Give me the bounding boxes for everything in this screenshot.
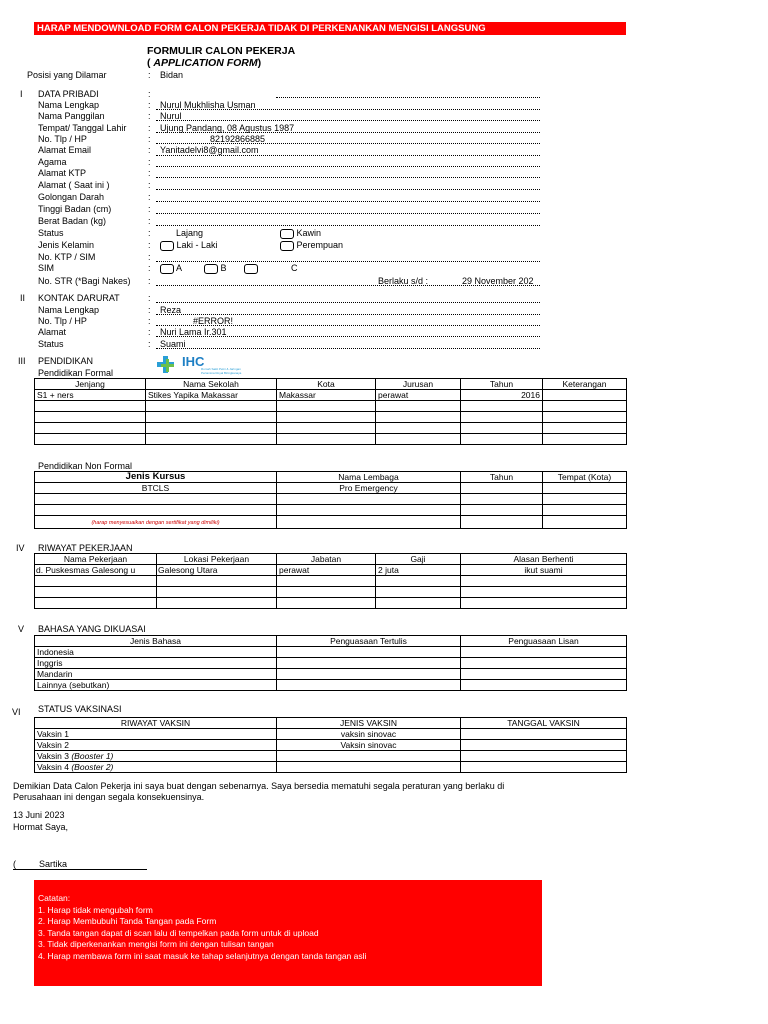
table-cell[interactable]: 2 juta	[376, 565, 461, 576]
table-cell[interactable]: BTCLS	[35, 483, 277, 494]
section-title: BAHASA YANG DIKUASAI	[38, 624, 146, 634]
column-header: RIWAYAT VAKSIN	[35, 718, 277, 729]
table-cell[interactable]	[35, 576, 157, 587]
table-cell[interactable]	[35, 434, 146, 445]
table-cell[interactable]	[277, 494, 461, 505]
field-label: Alamat	[38, 327, 67, 337]
table-cell: Vaksin 3 (Booster 1)	[35, 751, 277, 762]
table-cell[interactable]	[461, 494, 543, 505]
table-cell[interactable]: perawat	[277, 565, 376, 576]
full-name-value[interactable]: Nurul Mukhlisha Usman	[160, 100, 256, 110]
table-cell[interactable]	[543, 401, 627, 412]
emergency-name-value[interactable]: Reza	[160, 305, 182, 315]
table-cell[interactable]	[277, 423, 376, 434]
field-label: No. Tlp / HP	[38, 134, 87, 144]
column-header: Tahun	[461, 472, 543, 483]
table-cell[interactable]	[277, 598, 376, 609]
section-title: PENDIDIKAN	[38, 356, 94, 366]
table-cell[interactable]	[543, 390, 627, 401]
sim-option-b[interactable]: B	[204, 263, 227, 274]
table-cell[interactable]	[461, 762, 627, 773]
field-label: Alamat KTP	[38, 168, 87, 178]
column-header: Jenjang	[35, 379, 146, 390]
note-item: 3. Tidak diperkenankan mengisi form ini dengan tulisan tangan	[38, 939, 274, 949]
sim-option-c[interactable]	[244, 263, 258, 274]
section-title: RIWAYAT PEKERJAAN	[38, 543, 133, 553]
dotted-line	[156, 155, 540, 156]
column-header: Jenis Bahasa	[35, 636, 277, 647]
column-header: Tahun	[461, 379, 543, 390]
section-title: KONTAK DARURAT	[38, 293, 120, 303]
table-cell[interactable]	[277, 576, 376, 587]
colon: :	[148, 252, 151, 262]
table-cell[interactable]	[543, 412, 627, 423]
note-item: 4. Harap membawa form ini saat masuk ke tahap selanjutnya dengan tanda tangan asli	[38, 950, 367, 961]
table-cell[interactable]	[277, 680, 461, 691]
table-cell[interactable]	[461, 412, 543, 423]
table-cell[interactable]	[543, 434, 627, 445]
colon: :	[148, 192, 151, 202]
column-header: Nama Lembaga	[277, 472, 461, 483]
emergency-status-value[interactable]: Suami	[160, 339, 186, 349]
table-cell[interactable]	[376, 598, 461, 609]
table-cell: Vaksin 1	[35, 729, 277, 740]
signature-open-paren: (	[13, 859, 16, 869]
table-row	[35, 412, 627, 423]
table-cell[interactable]	[461, 751, 627, 762]
declaration-line: Perusahaan ini dengan segala konsekuensinya.	[13, 792, 205, 802]
table-row	[35, 494, 627, 505]
dotted-line	[156, 177, 540, 178]
table-cell[interactable]	[376, 576, 461, 587]
table-cell[interactable]	[461, 434, 543, 445]
colon: :	[148, 327, 151, 337]
column-header: TANGGAL VAKSIN	[461, 718, 627, 729]
table-cell[interactable]	[543, 494, 627, 505]
column-header: Penguasaan Lisan	[461, 636, 627, 647]
certificate-note: (harap menyesuaikan dengan sertifikat yang dimiliki)	[91, 520, 220, 526]
column-header: Alasan Berhenti	[461, 554, 627, 565]
colon: :	[148, 111, 151, 121]
valid-until-value[interactable]: 29 November 202	[462, 276, 534, 286]
table-row	[35, 762, 627, 773]
table-cell[interactable]: d. Puskesmas Galesong u	[35, 565, 157, 576]
table-cell[interactable]: Vaksin sinovac	[277, 740, 461, 751]
dotted-line	[156, 166, 540, 167]
table-cell[interactable]	[461, 740, 627, 751]
section-title: DATA PRIBADI	[38, 89, 99, 99]
column-header: Keterangan	[543, 379, 627, 390]
formal-education-label: Pendidikan Formal	[38, 368, 114, 378]
table-cell[interactable]	[461, 587, 627, 598]
table-header-row	[35, 379, 627, 390]
field-label: Golongan Darah	[38, 192, 105, 202]
column-header: Jurusan	[376, 379, 461, 390]
table-cell[interactable]	[543, 483, 627, 494]
dotted-line	[156, 314, 540, 315]
field-label: Nama Lengkap	[38, 100, 100, 110]
table-cell[interactable]	[461, 423, 543, 434]
position-label: Posisi yang Dilamar	[27, 70, 107, 80]
table-cell[interactable]	[461, 598, 627, 609]
table-cell[interactable]	[157, 598, 277, 609]
table-row	[35, 598, 627, 609]
table-cell[interactable]	[461, 669, 627, 680]
table-cell[interactable]	[277, 412, 376, 423]
table-cell: Lainnya (sebutkan)	[35, 680, 277, 691]
colon: :	[148, 293, 151, 303]
table-header-row	[35, 636, 627, 647]
dotted-line	[156, 225, 540, 226]
table-cell[interactable]	[277, 669, 461, 680]
dotted-line	[156, 261, 540, 262]
field-label: Tempat/ Tanggal Lahir	[38, 123, 127, 133]
email-value[interactable]: Yanitadelvi8@gmail.com	[160, 145, 259, 155]
table-cell[interactable]: S1 + ners	[35, 390, 146, 401]
valid-until-label: Berlaku s/d :	[378, 276, 429, 286]
colon: :	[148, 145, 151, 155]
instruction-banner: HARAP MENDOWNLOAD FORM CALON PEKERJA TIDAK DI PERKENANKAN MENGISI LANGSUNG	[34, 22, 626, 35]
colon: :	[148, 134, 151, 144]
table-cell[interactable]	[461, 483, 543, 494]
logo-subtext: Pertamina Royal Biringkanaya	[201, 371, 242, 375]
table-row	[35, 516, 627, 529]
colon: :	[148, 305, 151, 315]
table-cell[interactable]	[461, 647, 627, 658]
section-number: IV	[16, 543, 25, 553]
table-cell[interactable]	[461, 401, 543, 412]
ihc-logo	[155, 353, 257, 378]
notes-title: Catatan:	[38, 893, 71, 903]
checkbox-icon[interactable]	[244, 264, 258, 274]
dotted-line	[156, 132, 540, 133]
logo-text: IHC	[182, 354, 205, 369]
field-label: No. STR (*Bagi Nakes)	[38, 276, 131, 286]
table-cell[interactable]	[277, 434, 376, 445]
field-label: Alamat ( Saat ini )	[38, 180, 110, 190]
table-cell[interactable]: Pro Emergency	[277, 483, 461, 494]
checkbox-icon[interactable]	[160, 241, 174, 251]
section-number: III	[18, 356, 26, 366]
table-cell[interactable]	[35, 401, 146, 412]
column-header: Nama Pekerjaan	[35, 554, 157, 565]
table-cell[interactable]	[277, 647, 461, 658]
table-cell[interactable]	[376, 401, 461, 412]
table-cell[interactable]	[461, 729, 627, 740]
table-row	[35, 576, 627, 587]
note-item: 1. Harap tidak mengubah form	[38, 904, 153, 915]
table-cell[interactable]	[461, 658, 627, 669]
position-value: Bidan	[160, 70, 184, 80]
dotted-line	[276, 97, 540, 98]
colon: :	[148, 263, 151, 273]
table-cell[interactable]	[277, 516, 461, 529]
field-label: Status	[38, 228, 64, 238]
colon: :	[148, 228, 151, 238]
checkbox-icon[interactable]	[204, 264, 218, 274]
field-label: SIM	[38, 263, 55, 273]
table-cell[interactable]	[277, 401, 376, 412]
column-header: Jabatan	[277, 554, 376, 565]
table-row	[35, 729, 627, 740]
table-cell[interactable]	[543, 505, 627, 516]
column-header: Kota	[277, 379, 376, 390]
field-label: Nama Panggilan	[38, 111, 105, 121]
field-label: Nama Lengkap	[38, 305, 100, 315]
table-cell: Vaksin 4 (Booster 2)	[35, 762, 277, 773]
colon: :	[148, 70, 151, 80]
table-header-row	[35, 472, 627, 483]
field-label: Jenis Kelamin	[38, 240, 95, 250]
field-label: Status	[38, 339, 64, 349]
table-cell[interactable]	[376, 412, 461, 423]
table-cell[interactable]	[146, 401, 277, 412]
column-header: Jenis Kursus	[35, 472, 277, 483]
emergency-phone-value[interactable]: #ERROR!	[193, 316, 234, 326]
table-cell[interactable]	[35, 587, 157, 598]
table-cell[interactable]	[461, 576, 627, 587]
table-cell[interactable]: ikut suami	[461, 565, 627, 576]
table-cell: Vaksin 2	[35, 740, 277, 751]
table-row	[35, 587, 627, 598]
dotted-line	[156, 325, 540, 326]
section-title: STATUS VAKSINASI	[38, 704, 122, 714]
table-cell[interactable]	[157, 576, 277, 587]
section-number: VI	[12, 707, 21, 717]
birth-value[interactable]: Ujung Pandang, 08 Agustus 1987	[160, 123, 295, 133]
table-row	[35, 565, 627, 576]
table-cell[interactable]	[376, 587, 461, 598]
sim-option-a[interactable]: A	[160, 263, 182, 274]
table-header-row	[35, 718, 627, 729]
dotted-line	[156, 336, 540, 337]
colon: :	[148, 204, 151, 214]
dotted-line	[156, 109, 540, 110]
sim-option-c-label: C	[291, 263, 298, 273]
gender-option-female[interactable]: Perempuan	[280, 240, 343, 251]
form-title: FORMULIR CALON PEKERJA	[147, 45, 296, 57]
section-number: II	[20, 293, 26, 303]
status-option-single[interactable]: Lajang	[176, 228, 204, 238]
field-label: Alamat Email	[38, 145, 92, 155]
table-row	[35, 647, 627, 658]
table-cell[interactable]	[35, 598, 157, 609]
checkbox-icon[interactable]	[280, 229, 294, 239]
note-item: 2. Harap Membubuhi Tanda Tangan pada Form	[38, 916, 217, 926]
column-header: Nama Sekolah	[146, 379, 277, 390]
colon: :	[148, 316, 151, 326]
colon: :	[148, 276, 151, 286]
field-label: No. KTP / SIM	[38, 252, 96, 262]
checkbox-icon[interactable]	[280, 241, 294, 251]
declaration-line: Demikian Data Calon Pekerja ini saya buat dengan sebenarnya. Saya bersedia mematuhi segala peraturan yang berlaku di	[13, 781, 505, 791]
table-cell[interactable]: Makassar	[277, 390, 376, 401]
checkbox-icon[interactable]	[160, 264, 174, 274]
table-cell[interactable]	[146, 412, 277, 423]
table-row	[35, 740, 627, 751]
column-header: Tempat (Kota)	[543, 472, 627, 483]
colon: :	[148, 240, 151, 250]
dotted-line	[156, 302, 540, 303]
formal-education-table	[34, 378, 627, 445]
table-cell[interactable]	[376, 434, 461, 445]
field-label: No. Tlp / HP	[38, 316, 87, 326]
colon: :	[148, 100, 151, 110]
table-header-row	[35, 554, 627, 565]
table-row	[35, 401, 627, 412]
nonformal-education-label: Pendidikan Non Formal	[38, 461, 133, 471]
declaration-date: 13 Juni 2023	[13, 810, 65, 820]
table-cell[interactable]	[461, 505, 543, 516]
table-cell[interactable]	[277, 751, 461, 762]
colon: :	[148, 216, 151, 226]
status-option-married[interactable]: Kawin	[280, 228, 321, 239]
column-header: Gaji	[376, 554, 461, 565]
table-row	[35, 423, 627, 434]
field-label: Agama	[38, 157, 67, 167]
language-table	[34, 635, 627, 691]
table-cell[interactable]	[277, 587, 376, 598]
table-cell: Mandarin	[35, 669, 277, 680]
form-subtitle: ( APPLICATION FORM)	[147, 57, 262, 69]
column-header: JENIS VAKSIN	[277, 718, 461, 729]
table-cell[interactable]	[35, 494, 277, 505]
note-item: 3. Tanda tangan dapat di scan lalu di tempelkan pada form untuk di upload	[38, 927, 319, 938]
table-row	[35, 669, 627, 680]
table-cell[interactable]	[543, 423, 627, 434]
table-cell: Inggris	[35, 658, 277, 669]
field-label: Tinggi Badan (cm)	[38, 204, 112, 214]
colon: :	[148, 123, 151, 133]
table-cell[interactable]	[35, 505, 277, 516]
table-cell[interactable]	[146, 423, 277, 434]
dotted-line	[156, 189, 540, 190]
column-header: Penguasaan Tertulis	[277, 636, 461, 647]
signature-line	[13, 869, 147, 870]
table-row	[35, 390, 627, 401]
table-cell[interactable]	[277, 658, 461, 669]
dotted-line	[156, 201, 540, 202]
table-cell[interactable]	[461, 680, 627, 691]
table-cell: Indonesia	[35, 647, 277, 658]
table-cell[interactable]	[376, 423, 461, 434]
colon: :	[148, 180, 151, 190]
field-label: Berat Badan (kg)	[38, 216, 107, 226]
logo-subtext: Rumah Sakit Pelni & Jaringan	[201, 367, 241, 371]
nonformal-education-table	[34, 471, 627, 529]
dotted-line	[156, 120, 540, 121]
table-cell[interactable]	[277, 762, 461, 773]
gender-option-male[interactable]: Laki - Laki	[160, 240, 218, 251]
table-cell[interactable]	[461, 516, 543, 529]
table-row	[35, 483, 627, 494]
table-row	[35, 751, 627, 762]
dotted-line	[156, 143, 540, 144]
table-cell[interactable]	[277, 505, 461, 516]
table-cell[interactable]	[157, 587, 277, 598]
notes-box	[34, 880, 542, 986]
colon: :	[148, 157, 151, 167]
table-cell[interactable]: perawat	[376, 390, 461, 401]
section-number: I	[20, 89, 23, 99]
colon: :	[148, 89, 151, 99]
table-row	[35, 505, 627, 516]
vaccination-table	[34, 717, 627, 773]
colon: :	[148, 168, 151, 178]
table-row	[35, 658, 627, 669]
table-row	[35, 434, 627, 445]
table-cell[interactable]	[35, 423, 146, 434]
table-cell[interactable]	[543, 516, 627, 529]
closing-text: Hormat Saya,	[13, 822, 69, 832]
section-number: V	[18, 624, 25, 634]
column-header: Lokasi Pekerjaan	[157, 554, 277, 565]
table-row	[35, 680, 627, 691]
work-history-table	[34, 553, 627, 609]
nickname-value[interactable]: Nurul	[160, 111, 182, 121]
signature-name[interactable]: Sartika	[39, 859, 68, 869]
table-cell[interactable]: 2016	[461, 390, 543, 401]
dotted-line	[156, 348, 540, 349]
table-cell[interactable]	[146, 434, 277, 445]
emergency-address-value[interactable]: Nuri Lama Ir.301	[160, 327, 227, 337]
dotted-line	[156, 213, 540, 214]
table-cell[interactable]: Galesong Utara	[157, 565, 277, 576]
table-cell[interactable]: Stikes Yapika Makassar	[146, 390, 277, 401]
table-cell[interactable]	[35, 412, 146, 423]
colon: :	[148, 339, 151, 349]
table-cell[interactable]: vaksin sinovac	[277, 729, 461, 740]
phone-value[interactable]: 82192866885	[210, 134, 266, 144]
